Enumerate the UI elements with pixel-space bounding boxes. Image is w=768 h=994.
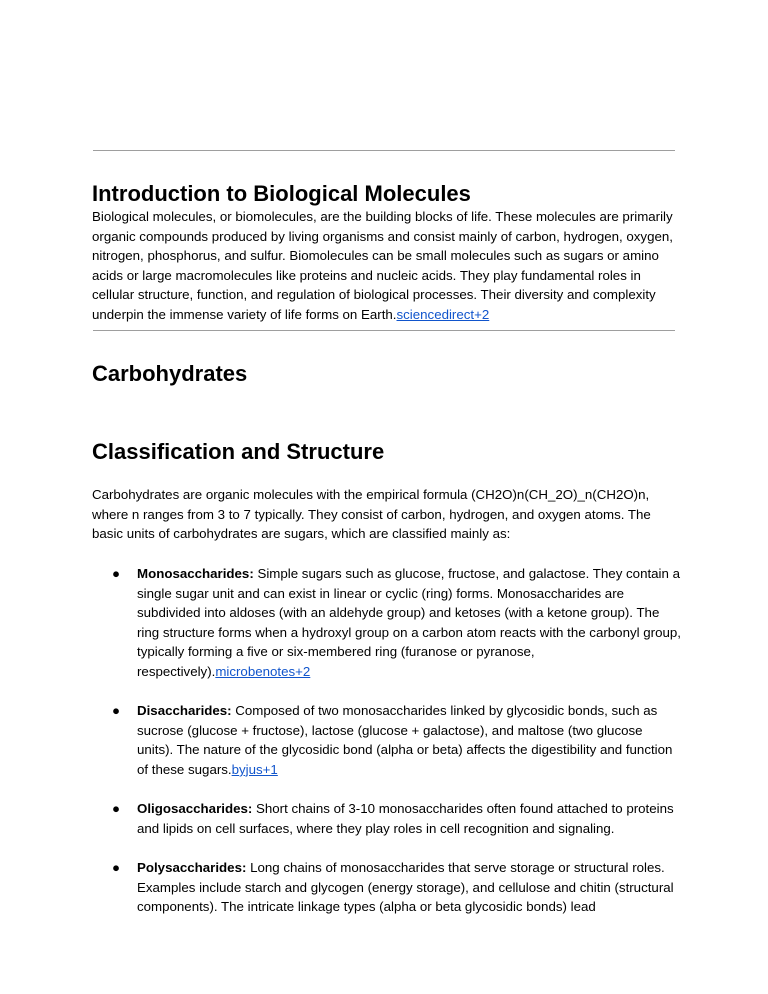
list-item [92,858,682,917]
bullet-icon: ● [112,566,121,581]
description: Simple sugars such as glucose, fructose, and galactose. They contain a single sugar unit and can exist in linear or cyclic (ring) forms. Monosaccharides are subdivided into aldoses (with an aldehyde group) and ketoses (with a ketone group). The ring structure forms when a hydroxyl group on a carbon atom reacts with the carbonyl group, typically forming a five or six-membered ring (furanose or pyranose, respectively). [137,566,681,679]
citation-link[interactable]: sciencedirect+2 [396,306,490,322]
description: Short chains of 3-10 monosaccharides often found attached to proteins and lipids on cell surfaces, where they play roles in cell recognition and signaling. [137,801,674,836]
term: Oligosaccharides: [137,801,253,817]
list-item [92,701,682,779]
description: Long chains of monosaccharides that serve storage or structural roles. Examples include starch and glycogen (energy storage), and cellulose and chitin (structural components). The intricate linkage types (alpha or beta glycosidic bonds) lead [137,859,674,915]
term: Disaccharides: [137,703,232,719]
list-item [92,564,682,682]
bullet-icon: ● [112,801,121,817]
intro-paragraph [92,207,682,325]
citation-link[interactable]: byjus+1 [231,761,278,777]
term: Polysaccharides: [137,859,247,875]
description: Composed of two monosaccharides linked by glycosidic bonds, such as sucrose (glucose + fructose), lactose (glucose + galactose), and maltose (two glucose units). The nature of the glycosidic bond (alpha or beta) affects the digestibility and function of these sugars. [137,703,673,777]
carbs-paragraph: Carbohydrates are organic molecules with the empirical formula (CH2O)n(CH_2O)_n(CH2O)n, where n ranges from 3 to 7 typically. They consist of carbon, hydrogen, and oxygen atoms. The basic units of carbohydrates are sugars, which are classified mainly as: [92,487,651,542]
section-heading-intro: Introduction to Biological Molecules [92,181,471,206]
bullet-icon: ● [112,703,121,719]
divider [93,330,675,331]
citation-link[interactable]: microbenotes+2 [215,663,311,679]
divider [93,150,675,151]
subheading-classification: Classification and Structure [92,439,385,464]
bullet-icon: ● [112,859,121,875]
carb-types-list [92,564,682,936]
list-item [92,799,682,838]
section-heading-carbohydrates: Carbohydrates [92,361,248,386]
intro-text: Biological molecules, or biomolecules, are the building blocks of life. These molecules are primarily organic compounds produced by living organisms and consist mainly of carbon, hydrogen, oxygen, nitrogen, phosphorus, and sulfur. Biomolecules can be small molecules such as sugars or amino acids or large macromolecules like proteins and nucleic acids. They play fundamental roles in cellular structure, function, and regulation of biological processes. Their diversity and complexity underpin the immense variety of life forms on Earth. [92,209,673,322]
term: Monosaccharides: [137,566,254,581]
